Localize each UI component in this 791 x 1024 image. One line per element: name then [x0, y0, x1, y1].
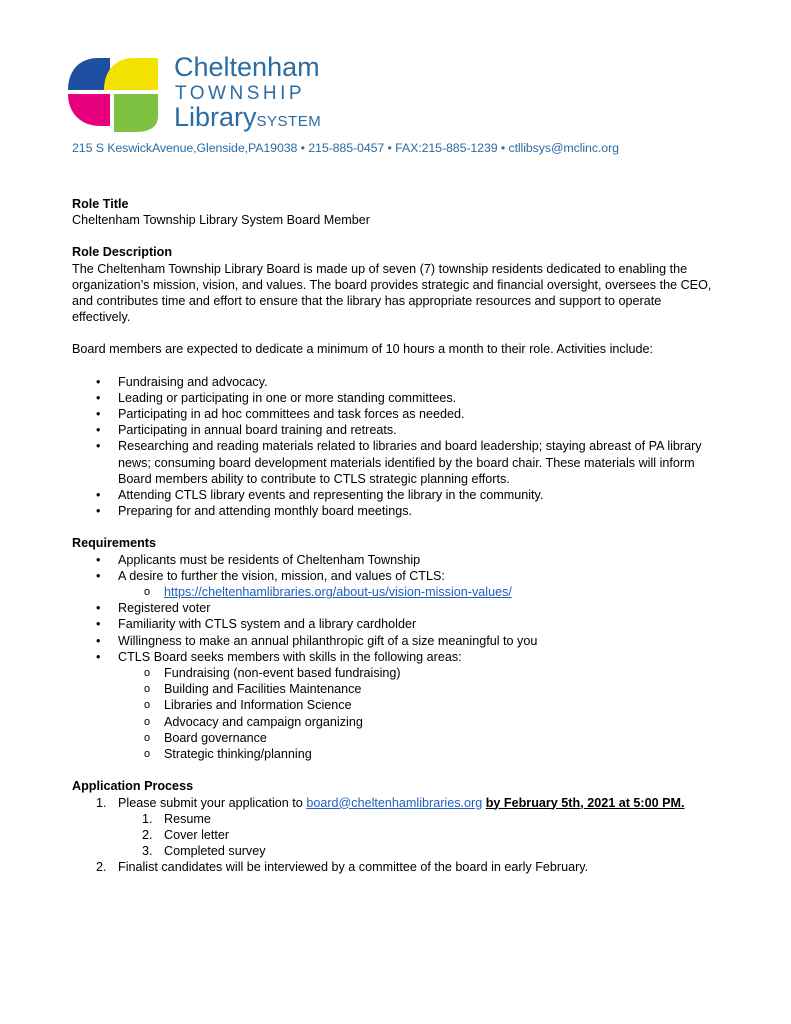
application-steps-list [72, 795, 722, 876]
list-item [72, 827, 722, 843]
substep-number: 1. [142, 811, 153, 826]
step-number: 2. [96, 860, 107, 875]
step-text: Finalist candidates will be interviewed by a committee of the board in early February. [118, 860, 589, 875]
step-number: 1. [96, 795, 107, 810]
role-description-para-1: The Cheltenham Township Library Board is made up of seven (7) township residents dedicated to enabling the organization’s mission, vision, and values. The board provides strategic and financial oversight, oversees the CEO, and contributes time and effort to ensure that the library has appropriate resources and support to operate effectively. [72, 261, 712, 325]
list-item: o Advocacy and campaign organizing [72, 714, 722, 730]
address-line: 215 S KeswickAvenue,Glenside,PA19038 • 215-885-0457 • FAX:215-885-1239 • ctllibsys@mclinc.org [72, 141, 619, 155]
substep-text: Completed survey [164, 844, 266, 859]
list-item: • Attending CTLS library events and representing the library in the community. [72, 487, 722, 503]
list-item [72, 859, 722, 875]
deadline-text: by February 5th, 2021 at 5:00 PM. [485, 795, 685, 810]
logo-line-2: TOWNSHIP [175, 83, 306, 104]
role-description-heading: Role Description [72, 245, 173, 260]
substep-text: Resume [164, 811, 211, 826]
board-email-link[interactable]: board@cheltenhamlibraries.org [306, 795, 483, 810]
list-item: • Familiarity with CTLS system and a library cardholder [72, 616, 722, 632]
list-item [72, 843, 722, 859]
logo-line-3-main: Library [174, 102, 257, 132]
logo-mark-icon [66, 52, 176, 136]
document-body [72, 196, 722, 876]
activities-list [72, 374, 722, 520]
list-item: o Libraries and Information Science [72, 697, 722, 713]
list-item [72, 795, 722, 811]
substep-text: Cover letter [164, 827, 230, 842]
list-item: o Board governance [72, 730, 722, 746]
list-item: • Fundraising and advocacy. [72, 374, 722, 390]
substep-number: 3. [142, 844, 153, 859]
vision-mission-values-link[interactable]: https://cheltenhamlibraries.org/about-us/vision-mission-values/ [164, 585, 512, 600]
list-item: o Building and Facilities Maintenance [72, 681, 722, 697]
list-item [72, 811, 722, 827]
list-item: • Researching and reading materials related to libraries and board leadership; staying abreast of PA library news; consuming board development materials identified by the board chair. These materials will inform Board members ability to contribute to CTLS strategic planning efforts. [72, 438, 722, 487]
list-item [72, 584, 722, 600]
list-item: • Participating in annual board training and retreats. [72, 422, 722, 438]
list-item: o Fundraising (non-event based fundraising) [72, 665, 722, 681]
role-title-heading: Role Title [72, 197, 129, 211]
list-item: • CTLS Board seeks members with skills in the following areas: [72, 649, 722, 665]
logo-line-3 [174, 104, 321, 131]
role-title-text: Cheltenham Township Library System Board Member [72, 213, 370, 228]
requirements-heading: Requirements [72, 536, 156, 551]
list-item: • Preparing for and attending monthly board meetings. [72, 503, 722, 519]
list-item: • A desire to further the vision, mission, and values of CTLS: [72, 568, 722, 584]
role-description-para-2: Board members are expected to dedicate a minimum of 10 hours a month to their role. Activities include: [72, 342, 654, 357]
library-logo [66, 52, 366, 136]
list-item: • Applicants must be residents of Cheltenham Township [72, 552, 722, 568]
substep-number: 2. [142, 827, 153, 842]
list-item: • Willingness to make an annual philanthropic gift of a size meaningful to you [72, 633, 722, 649]
list-item: • Leading or participating in one or more standing committees. [72, 390, 722, 406]
logo-line-3-suffix: SYSTEM [256, 113, 322, 130]
step-text: Please submit your application to [118, 795, 307, 810]
list-item: • Registered voter [72, 600, 722, 616]
list-item: o Strategic thinking/planning [72, 746, 722, 762]
application-process-heading: Application Process [72, 779, 194, 794]
list-item: • Participating in ad hoc committees and task forces as needed. [72, 406, 722, 422]
requirements-list [72, 552, 722, 763]
logo-line-1: Cheltenham [174, 52, 320, 82]
